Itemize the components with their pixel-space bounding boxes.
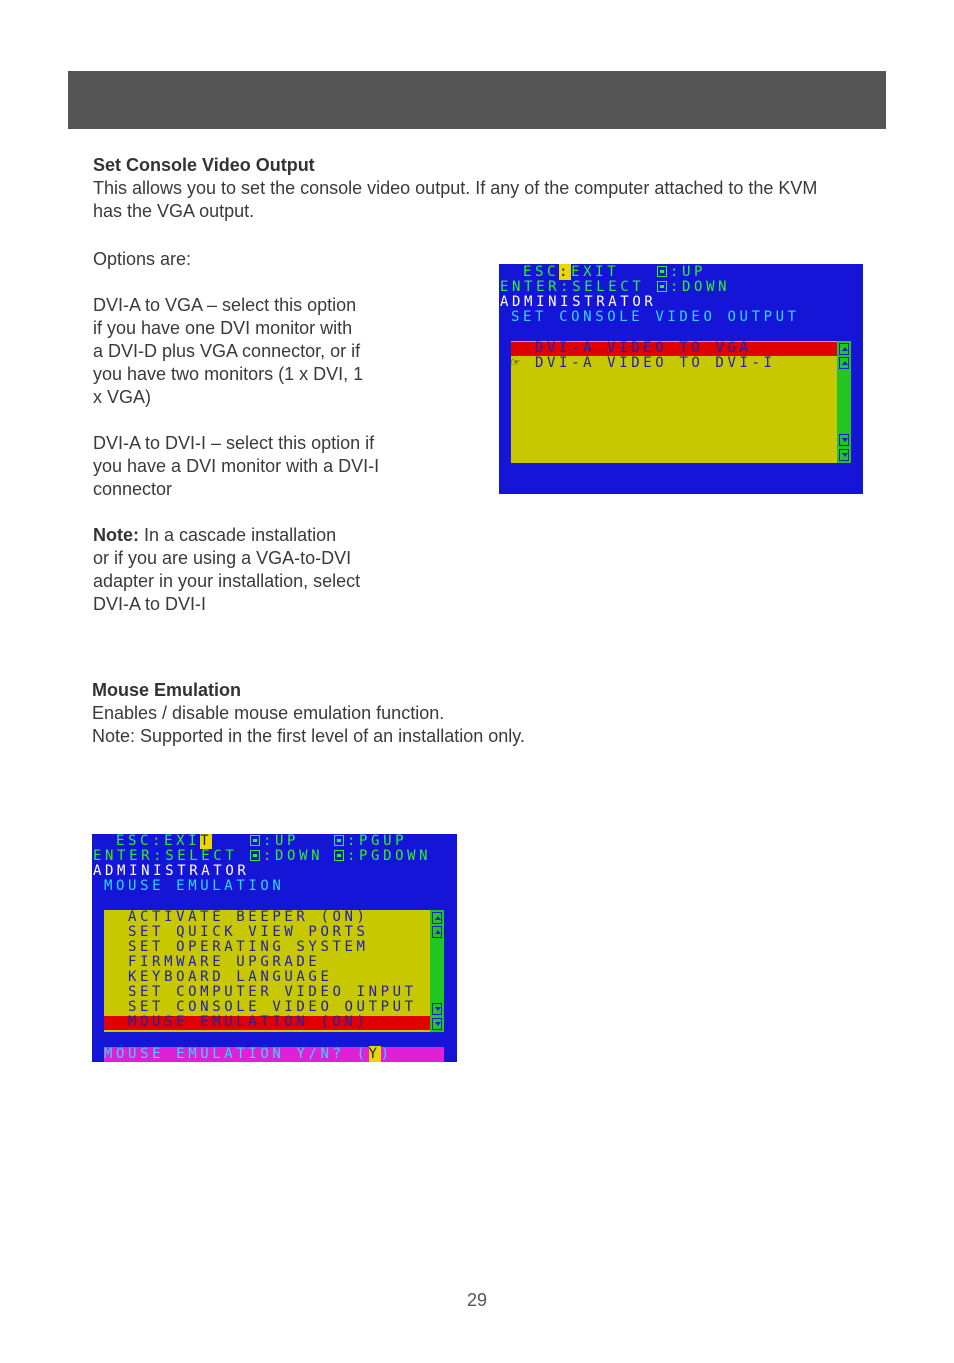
scroll-down-arrow-icon[interactable] (839, 449, 849, 461)
up-arrow-icon (250, 835, 260, 846)
scroll-up-arrow-icon[interactable] (839, 343, 849, 355)
section-mouse-emulation (92, 679, 892, 748)
option-2-line: connector (93, 479, 173, 499)
intro-line-1: This allows you to set the console video output. If any of the computer attached to the KVM (93, 178, 818, 198)
section-title: Mouse Emulation (92, 680, 242, 700)
scroll-down-arrow-icon[interactable] (839, 434, 849, 446)
down-label: DOWN (682, 279, 731, 295)
cursor-block: T (200, 834, 213, 849)
scroll-down-arrow-icon[interactable] (432, 1018, 442, 1030)
cursor-block: : (559, 264, 572, 280)
menu-item-label[interactable]: SET QUICK VIEW PORTS (128, 924, 369, 940)
prompt-text[interactable]: MOUSE EMULATION Y/N? (Y) (104, 1046, 393, 1062)
enter-key-label: ENTER (500, 279, 561, 295)
menu-item-label[interactable]: DVI-A VIDEO TO VGA (535, 340, 752, 356)
up-arrow-icon (657, 266, 667, 277)
menu-item-label[interactable]: DVI-A VIDEO TO DVI-I (535, 355, 776, 371)
up-label: UP (275, 834, 300, 849)
esc-key-label: ESC (523, 264, 560, 280)
scroll-down-arrow-icon[interactable] (432, 1003, 442, 1015)
menu-item-label[interactable]: SET CONSOLE VIDEO OUTPUT (128, 999, 417, 1015)
menu-item-label[interactable]: KEYBOARD LANGUAGE (128, 969, 333, 985)
option-1-line: a DVI-D plus VGA connector, or if (93, 341, 361, 361)
menu-item-label[interactable]: MOUSE EMULATION (ON) (128, 1014, 369, 1030)
menu-item-label[interactable]: SET OPERATING SYSTEM (128, 939, 369, 955)
description-line: Enables / disable mouse emulation function. (92, 703, 445, 723)
note-label: Note: (93, 525, 139, 545)
option-2-line: you have a DVI monitor with a DVI-I (93, 456, 380, 476)
note-line: Note: In a cascade installation (93, 525, 337, 545)
option-1-line: you have two monitors (1 x DVI, 1 (93, 364, 364, 384)
menu-item-label[interactable]: SET COMPUTER VIDEO INPUT (128, 984, 417, 1000)
options-label: Options are: (93, 249, 192, 269)
scroll-up-arrow-icon[interactable] (432, 926, 442, 938)
page-down-icon (334, 850, 344, 861)
note-line: DVI-A to DVI-I (93, 594, 207, 614)
note-line: or if you are using a VGA-to-DVI (93, 548, 352, 568)
section-console-video (93, 154, 893, 223)
select-label: SELECT (572, 279, 645, 295)
user-label: ADMINISTRATOR (93, 863, 250, 879)
menu-title: MOUSE EMULATION (104, 878, 285, 894)
pgup-label: PGUP (359, 834, 408, 849)
select-label: SELECT (165, 848, 238, 864)
down-arrow-icon (657, 281, 667, 292)
option-1-line: x VGA) (93, 387, 152, 407)
menu-item-label[interactable]: FIRMWARE UPGRADE (128, 954, 321, 970)
scroll-up-arrow-icon[interactable] (432, 912, 442, 924)
option-1-line: DVI-A to VGA – select this option (93, 295, 357, 315)
pgdown-label: PGDOWN (359, 848, 432, 864)
enter-key-label: ENTER (93, 848, 154, 864)
option-1-line: if you have one DVI monitor with (93, 318, 353, 338)
down-arrow-icon (250, 850, 260, 861)
esc-key-label: ESC (116, 834, 153, 849)
exit-label: EXIT (571, 264, 620, 280)
user-label: ADMINISTRATOR (500, 294, 657, 310)
pointer-icon: ☞ (511, 355, 524, 371)
down-label: DOWN (275, 848, 324, 864)
scroll-up-arrow-icon[interactable] (839, 357, 849, 369)
section-title: Set Console Video Output (93, 155, 315, 175)
exit-label: EXI (164, 834, 201, 849)
prompt-value[interactable]: Y (368, 1046, 381, 1062)
intro-line-2: has the VGA output. (93, 201, 255, 221)
up-label: UP (682, 264, 707, 280)
description-line: Note: Supported in the first level of an installation only. (92, 726, 525, 746)
header-bar (68, 71, 886, 129)
osd-screen-mouse-emulation: ESC:EXIT :UP :PGUP ENTER:SELECT :DOWN :PGDOWN ADMINISTRATOR MOUSE EMULATION ACTIVATE BEEPER (ON) SET QUICK VIEW PORTS SET OPERATING SYSTEM FIRMWARE UPGRADE KEYBOARD LANGUAGE SET COMPUTER VIDEO INPUT SET CONSOLE VIDEO OUTPUT MOUSE EMULATION (ON) MOUSE EMULATION Y/N? (Y) (92, 834, 457, 1062)
menu-title: SET CONSOLE VIDEO OUTPUT (511, 309, 800, 325)
menu-item-label[interactable]: ACTIVATE BEEPER (ON) (128, 909, 369, 925)
page-number: 29 (466, 1290, 488, 1310)
options-block (93, 248, 403, 616)
option-2-line: DVI-A to DVI-I – select this option if (93, 433, 375, 453)
osd-screen-console-video: ESC:EXIT :UP ENTER:SELECT :DOWN ADMINISTRATOR SET CONSOLE VIDEO OUTPUT DVI-A VIDEO TO VGA ☞ DVI-A VIDEO TO DVI-I (499, 264, 863, 494)
page-up-icon (334, 835, 344, 846)
note-line: adapter in your installation, select (93, 571, 361, 591)
